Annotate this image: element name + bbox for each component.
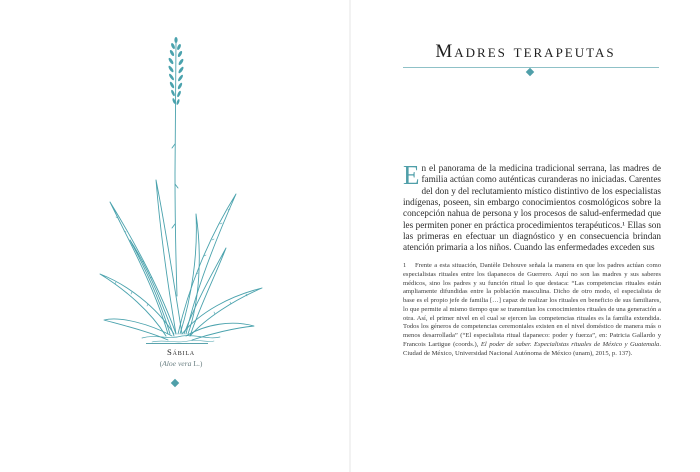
footnote-number: 1 xyxy=(403,262,407,269)
plate-rule xyxy=(146,343,208,344)
plate-subtitle xyxy=(96,359,266,368)
plate-title: Sábila xyxy=(167,347,195,357)
footnote-citation-end: . Ciudad de México, Universidad Nacional Autónoma de México (unam), 2015, p. 137). xyxy=(403,341,661,357)
footnote xyxy=(403,262,661,359)
body-text: n el panorama de la medicina tradicional serrana, las madres de familia actúan como auténticas curanderas no iniciadas. Carentes del don y del reclutamiento místico distintivo de los especialistas indígenas, poseen, sin embargo conocimientos cosmológicos sobre la concepción nahua de persona y los procesos de salud-enfermedad que les permiten poner en práctica procedimientos terapéuticos.¹ Ellas son las primeras en efectuar un diagnóstico y en consecuencia brindan atención primaria a los niños. Cuando las enfermedades exceden sus xyxy=(403,163,661,253)
scientific-name: Aloe vera xyxy=(162,359,192,368)
drop-cap: E xyxy=(403,160,420,190)
author-abbreviation: L. xyxy=(191,359,200,368)
chapter-title: Madres terapeutas xyxy=(435,41,616,62)
left-page xyxy=(0,0,349,472)
subtitle-close-paren: ) xyxy=(199,359,203,368)
body-paragraph xyxy=(403,160,661,254)
subtitle-open-paren: ( xyxy=(159,359,163,368)
footnote-book-title: El poder de saber. Especialistas rituales de México y Guatemala xyxy=(480,341,660,349)
footnote-text: Frente a esta situación, Danièle Dehouve señala la manera en que los padres actúan como especialistas rituales entre los tlapanecos de Guerrero. Aquí no son las madres y sus saberes médicos, sino los padres y su función ritual lo que destaca: “Las competencias rituales están ampliamente difundidas entre la población masculina. Dicho de otro modo, el especialista de base es el propio jefe de familia […] capaz de realizar los rituales en beneficio de sus familiares, lo que permite al mismo tiempo que se transmitan los conocimientos rituales de una generación a otra. Así, el primer nivel en el cual se ejercen las competencias rituales es la familia extendida. Todos los géneros de competencias ceremoniales existen en el nivel doméstico de manera más o menos desarrollada” (“El especialista ritual tlapaneco: poder y fuerza”, en: Patricia Gallardo y Francois Lartigue (coords.), xyxy=(403,262,661,349)
right-page xyxy=(351,0,700,472)
aloe-vera-illustration xyxy=(96,34,266,350)
diamond-ornament-icon xyxy=(171,379,179,387)
diamond-ornament-icon xyxy=(526,68,534,76)
